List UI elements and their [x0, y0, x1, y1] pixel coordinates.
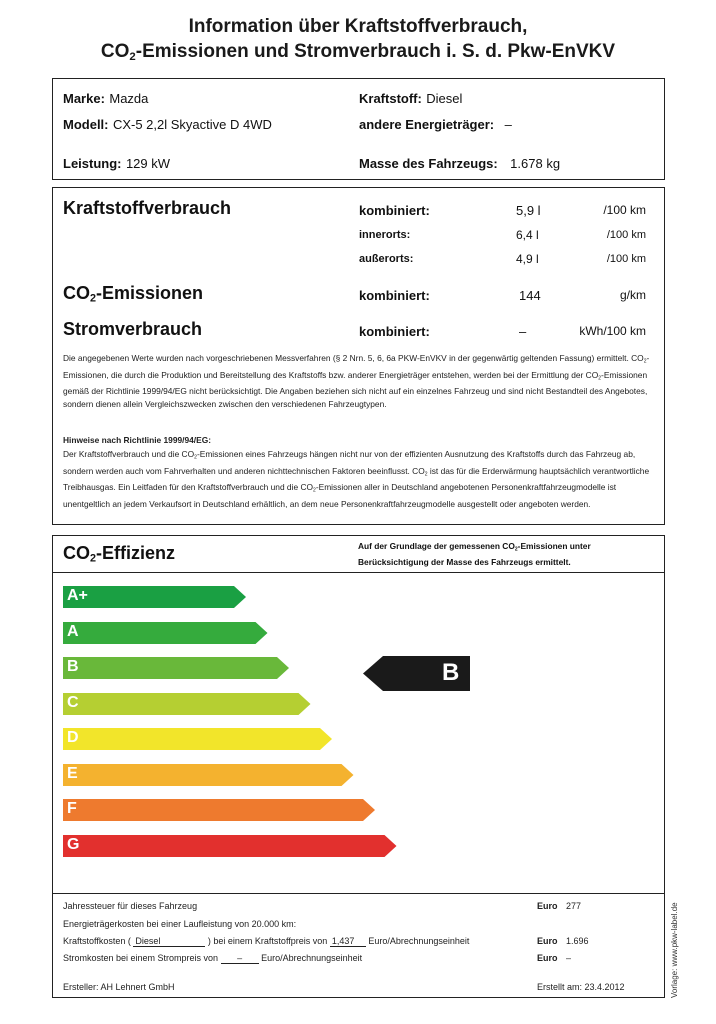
note2-sub3: 2 [313, 487, 316, 494]
note2-part-b: -Emissionen eines Fahrzeugs hängen nicht nur von der effizienten Ausnutzung des Kraftstoffs durch das Fahrzeug ab, sondern werden auch vom Fahrverhalten und anderen nichttechnischen Faktoren beeinflusst. CO [63, 449, 636, 476]
kombiniert-value: 5,9 l [516, 203, 541, 218]
efficiency-divider-top [53, 572, 664, 573]
efficiency-bar-a [63, 622, 268, 644]
masse-row [359, 155, 560, 173]
kraftstoffkosten-row [63, 936, 469, 947]
efficiency-bar-label: B [67, 658, 79, 675]
masse-label: Masse des Fahrzeugs: [359, 156, 498, 171]
note1-part-a: Die angegebenen Werte wurden nach vorgeschriebenen Messverfahren (§ 2 Nrn. 5, 6, 6a PKW-EnVKV in der gegenwärtig geltenden Fassung) ermittelt. CO [63, 353, 644, 363]
co2-heading-rest: -Emissionen [96, 283, 204, 303]
stromkosten-price: – [221, 953, 259, 964]
kraftstoffkosten-pre: Kraftstoffkosten ( [63, 936, 131, 946]
hinweis-heading: Hinweise nach Richtlinie 1999/94/EG: [63, 435, 212, 445]
marke-value: Mazda [109, 91, 149, 106]
eff-heading-co: CO [63, 543, 90, 563]
note2-sub1: 2 [194, 454, 197, 461]
page-title-line2 [0, 41, 716, 63]
kraftstoffkosten-price: 1,437 [330, 936, 366, 947]
innerorts-unit: /100 km [606, 229, 646, 241]
kraftstoff-value: Diesel [426, 91, 463, 106]
strom-kombiniert-label: kombiniert: [359, 324, 430, 339]
kombiniert-unit: /100 km [603, 203, 646, 217]
kraftstoffkosten-fuel: Diesel [133, 936, 205, 947]
efficiency-bar-shape [63, 622, 268, 644]
co2-heading-co: CO [63, 283, 90, 303]
kraftstoffkosten-mid: ) bei einem Kraftstoffpreis von [207, 936, 328, 946]
eff-note-sub: 2 [514, 546, 518, 553]
efficiency-bar-shape [63, 693, 311, 715]
marke-row [63, 90, 148, 108]
co2-heading [63, 283, 203, 305]
efficiency-bar-label: G [67, 835, 80, 853]
co2-value: 144 [519, 288, 541, 303]
strom-heading: Stromverbrauch [63, 319, 203, 339]
modell-value: CX-5 2,2l Skyactive D 4WD [112, 117, 272, 132]
efficiency-bar-shape [63, 799, 375, 821]
innerorts-label: innerorts: [359, 229, 411, 241]
masse-value: 1.678 kg [510, 156, 561, 171]
page-title-line1: Information über Kraftstoffverbrauch, [188, 16, 528, 37]
efficiency-bar-aplus [63, 586, 246, 608]
modell-label: Modell: [63, 117, 109, 132]
efficiency-bar-c [63, 693, 311, 715]
efficiency-bar-shape [63, 835, 397, 857]
note1-part-b: -Emissionen, die durch die Produktion und Bereitstellung des Kraftstoffs bzw. anderer Energieträger entstehen, werden bei der Ermittlung der CO [63, 353, 650, 380]
eff-note-b: -Emissionen unter Berücksichtigung der Masse des Fahrzeugs ermittelt. [358, 541, 591, 568]
eff-heading-rest: -Effizienz [96, 543, 176, 563]
kraftstoff-row [359, 90, 462, 108]
efficiency-bar-label: E [67, 764, 78, 782]
efficiency-bar-shape [63, 728, 332, 750]
efficiency-heading [63, 543, 175, 565]
title-rest-text: -Emissionen und Stromverbrauch i. S. d. Pkw-EnVKV [135, 41, 616, 62]
erstellt-am: Erstellt am: 23.4.2012 [537, 982, 625, 992]
kraftstoffkosten-post: Euro/Abrechnungseinheit [368, 936, 470, 946]
efficiency-bar-label: C [67, 693, 79, 711]
co2-unit: g/km [619, 288, 646, 302]
title-subscript: 2 [129, 50, 136, 63]
efficiency-bar-shape [63, 586, 246, 608]
steuer-value: 277 [566, 901, 582, 911]
steuer-label: Jahressteuer für dieses Fahrzeug [63, 901, 198, 911]
efficiency-bar-f [63, 799, 375, 821]
note1-part-c: -Emissionen gemäß der Richtlinie 1999/94/EG nicht berücksichtigt. Die Angaben beziehen sich nicht auf ein einzelnes Fahrzeug und sind nicht Bestandteil des Angebotes, sondern dienen allein Vergleichszwecken zwischen den verschiedenen Fahrzeugtypen. [63, 369, 648, 410]
co2-kombiniert-label: kombiniert: [359, 288, 430, 303]
marker-class-label: B [442, 659, 460, 686]
andere-value: – [504, 117, 512, 132]
note2-part-a: Der Kraftstoffverbrauch und die CO [63, 449, 195, 459]
consumption-box [52, 187, 665, 525]
kraftstoff-label: Kraftstoff: [359, 91, 422, 106]
andere-label: andere Energieträger: [359, 117, 495, 132]
efficiency-bar-e [63, 764, 354, 786]
ersteller: Ersteller: AH Lehnert GmbH [63, 982, 175, 992]
title-co-text: CO [100, 41, 130, 62]
strom-unit: kWh/100 km [579, 324, 646, 338]
efficiency-bar-shape [63, 764, 354, 786]
ausserorts-value: 4,9 l [516, 252, 539, 266]
kraftstoffkosten-currency: Euro [537, 936, 558, 946]
leistung-label: Leistung: [63, 156, 122, 171]
efficiency-box [52, 535, 665, 998]
efficiency-bar-b [63, 657, 289, 679]
efficiency-bar-label: F [67, 800, 77, 817]
stromkosten-pre: Stromkosten bei einem Strompreis von [63, 953, 219, 963]
measurement-note [63, 352, 658, 412]
kraftstoffkosten-value: 1.696 [566, 936, 589, 946]
ausserorts-label: außerorts: [359, 253, 414, 265]
note2-part-c: ist das für die Erderwärmung hauptsächlich verantwortliche Treibhausgas. Ein Leitfaden für den Kraftstoffverbrauch und die CO [63, 465, 650, 493]
stromkosten-value: – [566, 953, 572, 963]
leistung-row [63, 155, 170, 173]
hinweis-note [63, 448, 658, 511]
modell-row [63, 116, 272, 134]
note2-sub2: 2 [424, 470, 428, 477]
eff-heading-sub: 2 [90, 552, 97, 565]
kombiniert-label: kombiniert: [359, 203, 430, 218]
co2-heading-sub: 2 [90, 292, 97, 305]
strom-value: – [519, 324, 527, 339]
vorlage-note: Vorlage: www.pkw-label.de [670, 902, 679, 998]
efficiency-bar-d [63, 728, 332, 750]
energie-label: Energieträgerkosten bei einer Laufleistung von 20.000 km: [63, 919, 297, 929]
steuer-currency: Euro [537, 901, 558, 911]
efficiency-bar-label: D [67, 729, 79, 746]
efficiency-note [358, 540, 658, 569]
fuel-heading: Kraftstoffverbrauch [63, 198, 232, 218]
efficiency-bar-g [63, 835, 397, 857]
efficiency-bar-shape [63, 657, 289, 679]
leistung-value: 129 kW [125, 156, 171, 171]
stromkosten-post: Euro/Abrechnungseinheit [261, 953, 363, 963]
marke-label: Marke: [63, 91, 105, 106]
note1-sub2: 2 [598, 374, 602, 381]
efficiency-bar-label: A+ [67, 587, 88, 604]
innerorts-value: 6,4 l [516, 228, 539, 242]
note1-sub1: 2 [643, 358, 647, 365]
stromkosten-currency: Euro [537, 953, 558, 963]
note2-part-d: -Emissionen aller in Deutschland angebotenen Personenkraftfahrzeugmodelle ist unentgeltlich an jedem Verkaufsort in Deutschland erhältlich, an dem neue Personenkraftfahrzeugmodelle ausgestellt oder angeboten werden. [63, 482, 617, 509]
ausserorts-unit: /100 km [606, 253, 646, 265]
vehicle-info-box [52, 78, 665, 180]
eff-note-a: Auf der Grundlage der gemessenen CO [358, 541, 515, 551]
efficiency-bar-label: A [67, 622, 79, 640]
andere-row [359, 116, 512, 134]
stromkosten-row [63, 953, 362, 964]
efficiency-divider-bottom [53, 893, 664, 894]
